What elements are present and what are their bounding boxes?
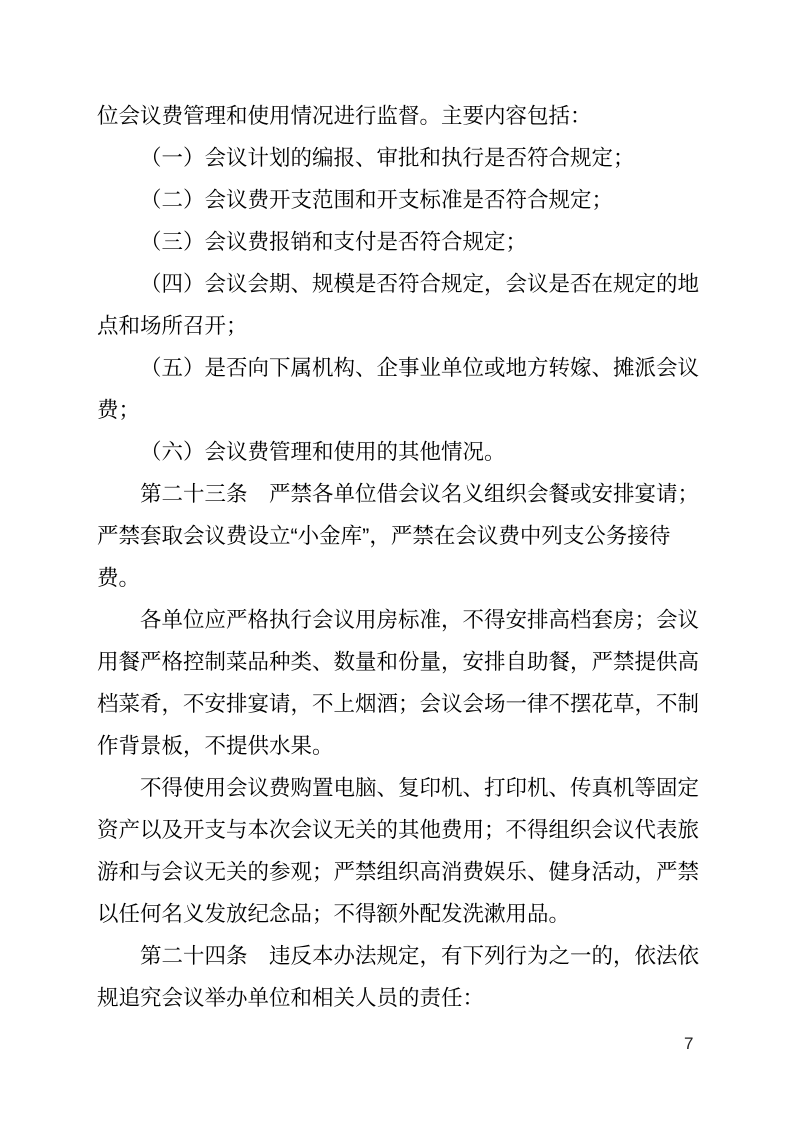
text-line: 点和场所召开；	[97, 314, 248, 338]
text-line: （一）会议计划的编报、审批和执行是否符合规定；	[140, 146, 635, 170]
page-number: 7	[684, 1034, 694, 1053]
text-line: 以任何名义发放纪念品；不得额外配发洗漱用品。	[97, 902, 571, 926]
text-line: （六）会议费管理和使用的其他情况。	[140, 440, 506, 464]
text-line: 不得使用会议费购置电脑、复印机、打印机、传真机等固定	[140, 776, 700, 800]
text-line: （三）会议费报销和支付是否符合规定；	[140, 230, 528, 254]
text-line: 游和与会议无关的参观；严禁组织高消费娱乐、健身活动，严禁	[97, 860, 700, 884]
text-line: （二）会议费开支范围和开支标准是否符合规定；	[140, 188, 614, 212]
text-line: （四）会议会期、规模是否符合规定，会议是否在规定的地	[140, 272, 700, 296]
text-line: 费。	[97, 566, 141, 590]
text-line: 第二十三条 严禁各单位借会议名义组织会餐或安排宴请；	[140, 482, 700, 506]
text-line: 规追究会议举办单位和相关人员的责任：	[97, 986, 485, 1010]
text-line: （五）是否向下属机构、企事业单位或地方转嫁、摊派会议	[140, 356, 700, 380]
text-line: 档菜肴，不安排宴请，不上烟酒；会议会场一律不摆花草，不制	[97, 692, 700, 716]
text-line: 作背景板，不提供水果。	[97, 734, 334, 758]
text-line: 用餐严格控制菜品种类、数量和份量，安排自助餐，严禁提供高	[97, 650, 700, 674]
document-body	[97, 95, 701, 1019]
text-line: 第二十四条 违反本办法规定，有下列行为之一的，依法依	[140, 944, 700, 968]
text-line: 位会议费管理和使用情况进行监督。主要内容包括：	[97, 104, 592, 128]
text-line: 费；	[97, 398, 141, 422]
text-line: 资产以及开支与本次会议无关的其他费用；不得组织会议代表旅	[97, 818, 700, 842]
text-line: 严禁套取会议费设立“小金库”，严禁在会议费中列支公务接待	[97, 524, 671, 548]
text-line: 各单位应严格执行会议用房标准，不得安排高档套房；会议	[140, 608, 700, 632]
